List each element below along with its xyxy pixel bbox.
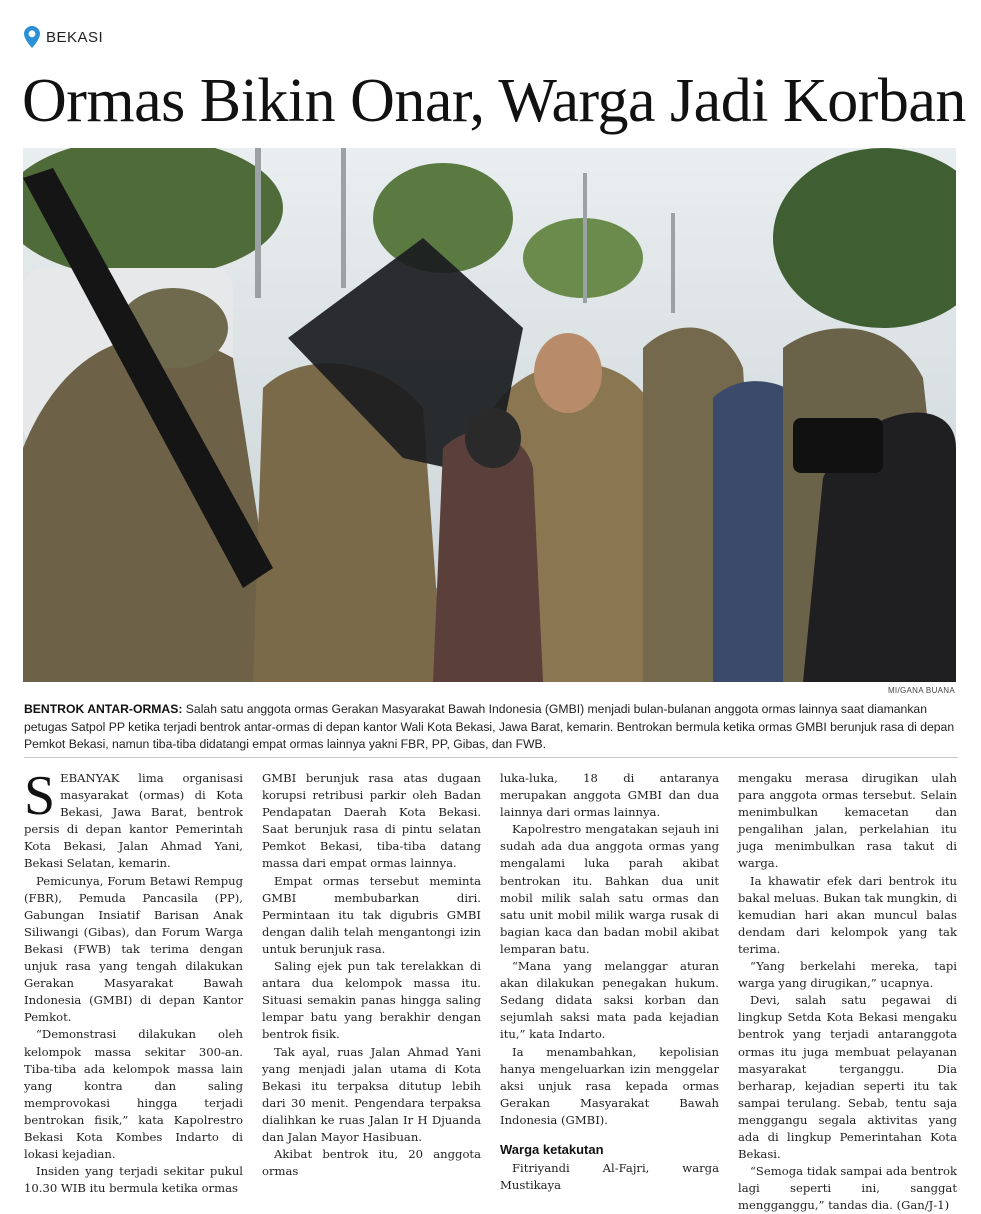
article-paragraph: Akibat bentrok itu, 20 anggota ormas [262,1147,481,1179]
map-pin-icon [24,26,40,48]
divider [24,757,958,758]
headline: Ormas Bikin Onar, Warga Jadi Korban [22,67,966,135]
article-body [24,765,958,1213]
article-paragraph: Tak ayal, ruas Jalan Ahmad Yani yang menjadi jalan utama di Kota Bekasi itu terpaksa ditutup lebih dari 30 menit. Pengendara terpaksa dialihkan ke ruas Jalan Ir H Djuanda dan Jalan Mayor Hasibuan. [262,1044,481,1144]
article-column-3 [500,770,719,1193]
article-paragraph: Insiden yang terjadi sekitar pukul 10.30 WIB itu bermula ketika ormas [24,1164,243,1196]
subheading: Warga ketakutan [500,1141,604,1157]
article-paragraph: mengaku merasa dirugikan ulah para anggota ormas tersebut. Selain menimbulkan kemacetan dan pengalihan jalan, perkelahian itu juga menimbulkan rasa takut di warga. [738,771,957,871]
photo-illustration [23,148,956,682]
article-column-1 [24,765,243,1196]
photo-credit: MI/GANA BUANA [887,686,955,695]
paragraph-text: EBANYAK lima organisasi masyarakat (ormas) di Kota Bekasi, Jawa Barat, bentrok persis di depan kantor Pemerintah Kota Bekasi, Jalan Ahmad Yani, Bekasi Selatan, kemarin. [24,771,243,871]
article-column-4 [738,770,957,1213]
caption-lead: BENTROK ANTAR-ORMAS: [24,702,183,716]
news-photo [23,148,956,682]
article-paragraph: luka-luka, 18 di antaranya merupakan anggota GMBI dan dua lainnya dari ormas lainnya. [500,771,719,820]
dropcap: S [24,765,56,827]
section-label: BEKASI [46,28,104,46]
article-paragraph: Fitriyandi Al-Fajri, warga Mustikaya [500,1161,719,1193]
article-paragraph: Kapolrestro mengatakan sejauh ini sudah ada dua anggota ormas yang mengalami luka parah akibat bentrokan itu. Bahkan dua unit mobil milik salah satu ormas dan satu unit mobil milik warga rusak di bagian kaca dan badan mobil akibat lemparan batu. [500,822,719,956]
article-column-2 [262,770,481,1180]
article-paragraph: “Yang berkelahi mereka, tapi warga yang dirugikan,” ucapnya. [738,959,957,991]
article-paragraph: Devi, salah satu pegawai di lingkup Setda Kota Bekasi mengaku bentrok yang terjadi antaranggota ormas itu juga membuat pelayanan masyarakat terganggu. Dia berharap, kejadian seperti itu tak sampai terulang. Sebab, tentu saja menggangu segala aktivitas yang ada di lingkup Pemerintahan Kota Bekasi. [738,993,957,1162]
article-paragraph [24,765,243,873]
article-paragraph: GMBI berunjuk rasa atas dugaan korupsi retribusi parkir oleh Badan Pendapatan Daerah Kota Bekasi. Saat berunjuk rasa di pintu selatan Pemkot Bekasi, tiba-tiba datang massa dari empat ormas lainnya. [262,771,481,871]
article-paragraph: Saling ejek pun tak terelakkan di antara dua kelompok massa itu. Situasi semakin panas hingga saling lempar batu yang berakhir dengan bentrok fisik. [262,959,481,1042]
article-paragraph: “Semoga tidak sampai ada bentrok lagi seperti ini, sanggat mengganggu,” tandas dia. (Gan/J-1) [738,1164,957,1213]
caption-text: Salah satu anggota ormas Gerakan Masyarakat Bawah Indonesia (GMBI) menjadi bulan-bulanan anggota ormas lainnya saat diamankan petugas Satpol PP ketika terjadi bentrok antar-ormas di depan kantor Wali Kota Bekasi, Jawa Barat, kemarin. Bentrokan bermula ketika ormas GMBI berunjuk rasa di depan Pemkot Bekasi, namun tiba-tiba didatangi empat ormas lainnya yakni FBR, PP, Gibas, dan FWB. [24,702,955,751]
photo-caption [24,701,958,754]
article-paragraph: “Mana yang melanggar aturan akan dilakukan penegakan hukum. Sedang didata saksi korban dan sejumlah saksi mata pada kejadian itu,” kata Indarto. [500,959,719,1042]
article-paragraph: Pemicunya, Forum Betawi Rempug (FBR), Pemuda Pancasila (PP), Gabungan Insiatif Barisan Anak Siliwangi (Gibas), dan Forum Warga Bekasi (FWB) tak terima dengan unjuk rasa yang tengah dilakukan Gerakan Masyarakat Bawah Indonesia (GMBI) di depan Kantor Pemkot. [24,873,243,1025]
article-paragraph: Empat ormas tersebut meminta GMBI membubarkan diri. Permintaan itu tak digubris GMBI dengan dalih telah mengantongi izin untuk berunjuk rasa. [262,873,481,956]
article-paragraph: Ia khawatir efek dari bentrok itu bakal meluas. Bukan tak mungkin, di kemudian hari akan muncul balas dendam dari kelompok yang tak terima. [738,873,957,956]
article-paragraph: Ia menambahkan, kepolisian hanya mengeluarkan izin menggelar aksi unjuk rasa kepada ormas Gerakan Masyarakat Bawah Indonesia (GMBI). [500,1044,719,1127]
section-tag [24,26,103,48]
article-paragraph: “Demonstrasi dilakukan oleh kelompok massa sekitar 300-an. Tiba-tiba ada kelompok massa lain yang kontra dan saling memprovokasi hingga terjadi bentrokan fisik,” kata Kapolrestro Bekasi Kota Kombes Indarto di lokasi kejadian. [24,1027,243,1162]
